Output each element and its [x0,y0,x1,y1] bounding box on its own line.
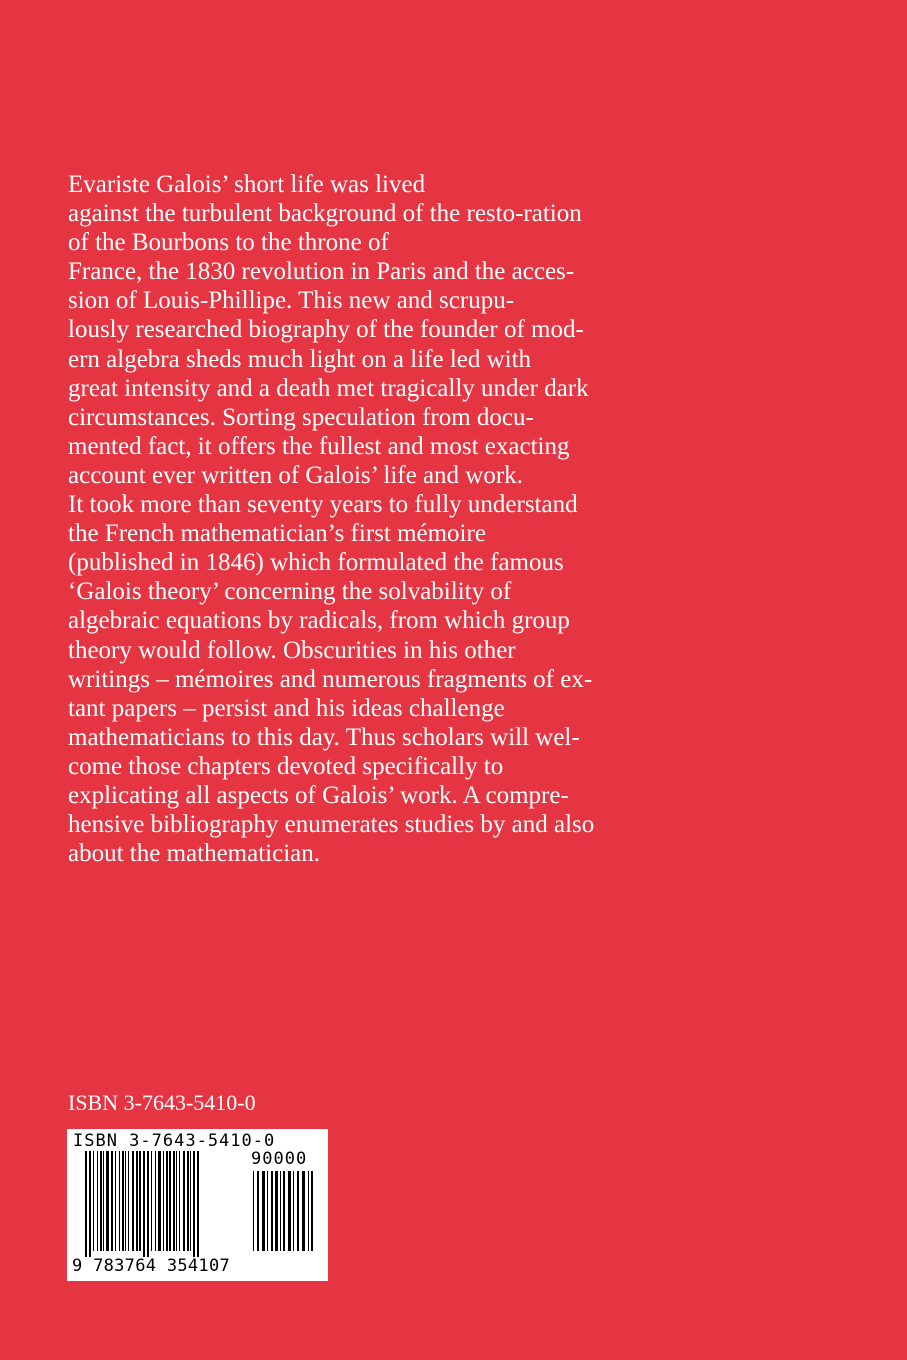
blurb-line: the French mathematician’s first mémoire [68,520,486,548]
barcode-bar [267,1171,268,1251]
blurb-line: algebraic equations by radicals, from which group [68,607,570,635]
barcode-bar [100,1151,102,1251]
barcode-bar [115,1151,116,1251]
barcode-bar [311,1171,313,1251]
barcode-bar [308,1171,309,1251]
barcode-bar [293,1171,294,1251]
barcode-bar [302,1171,305,1251]
blurb-line: tant papers – persist and his ideas challenge [68,694,505,722]
barcode-bar [262,1171,265,1251]
barcode-bar [106,1151,109,1251]
barcode-bar [253,1171,254,1251]
barcode-bar [166,1151,168,1251]
blurb-line: sion of Louis-Phillipe. This new and scrupu- [68,287,515,315]
barcode-bar [271,1171,273,1251]
barcode-bar [193,1151,195,1257]
barcode-bar [163,1151,164,1251]
blurb-line: explicating all aspects of Galois’ work. A compre- [68,781,569,809]
barcode-addon-text: 90000 [251,1149,308,1169]
blurb-line: It took more than seventy years to fully understand [68,491,578,519]
barcode-bar [128,1151,129,1251]
blurb-line: great intensity and a death met tragically under dark [68,374,589,402]
barcode-bar [190,1151,191,1251]
blurb-line: lously researched biography of the founder of mod- [68,316,584,344]
blurb-line: account ever written of Galois’ life and work. [68,461,523,489]
barcode-bar [139,1151,141,1251]
barcode-bar [275,1171,278,1251]
barcode-bar [136,1151,138,1251]
back-cover-blurb [68,170,648,868]
blurb-line: Evariste Galois’ short life was lived [68,171,426,198]
blurb-line: about the mathematician. [68,840,320,868]
barcode-isbn-text: ISBN 3-7643-5410-0 [73,1131,276,1151]
blurb-line: mented fact, it offers the fullest and most exacting [68,432,570,460]
barcode-bar [89,1151,91,1257]
barcode-bar [151,1151,152,1251]
barcode-bar [280,1171,281,1251]
barcode-bar [288,1171,291,1251]
barcode-bar [132,1151,134,1251]
barcode-bar [173,1151,175,1251]
blurb-line: hensive bibliography enumerates studies by and also [68,811,595,839]
barcode-bar [85,1151,87,1257]
barcode-bar [187,1151,189,1251]
blurb-line: theory would follow. Obscurities in his other [68,636,516,664]
blurb-line: of the Bourbons to the throne of [68,229,389,257]
barcode-bar [158,1151,161,1251]
blurb-line: France, the 1830 revolution in Paris and the acces- [68,258,575,286]
barcode-bar [197,1151,199,1257]
barcode-bar [93,1151,94,1251]
barcode-bar [155,1151,156,1251]
blurb-line: against the turbulent background of the resto-ration [68,200,582,228]
barcode-bar [283,1171,285,1251]
barcode-bar [143,1151,145,1257]
barcode-bar [122,1151,124,1251]
blurb-line: (published in 1846) which formulated the famous [68,549,564,577]
barcode-bar [297,1171,299,1251]
barcode-bar [176,1151,177,1251]
blurb-line: ‘Galois theory’ concerning the solvability of [68,578,512,606]
barcode-bar [183,1151,185,1251]
barcode-bar [103,1151,104,1251]
barcode-digits: 9 783764 354107 [72,1256,231,1276]
barcode-bar [125,1151,126,1251]
barcode-bar [147,1151,149,1257]
barcode-bar [257,1171,259,1251]
blurb-line: writings – mémoires and numerous fragments of ex- [68,665,593,693]
barcode-bar [179,1151,180,1251]
blurb-line: come those chapters devoted specifically to [68,752,504,780]
barcode-bar [97,1151,98,1251]
barcode-bar [119,1151,120,1251]
blurb-line: mathematicians to this day. Thus scholars will wel- [68,723,580,751]
barcode-bar [169,1151,171,1251]
blurb-line: circumstances. Sorting speculation from docu- [68,403,534,431]
barcode [67,1129,328,1281]
isbn-caption: ISBN 3-7643-5410-0 [68,1090,256,1115]
blurb-line: ern algebra sheds much light on a life led with [68,345,532,373]
barcode-bar [111,1151,113,1251]
